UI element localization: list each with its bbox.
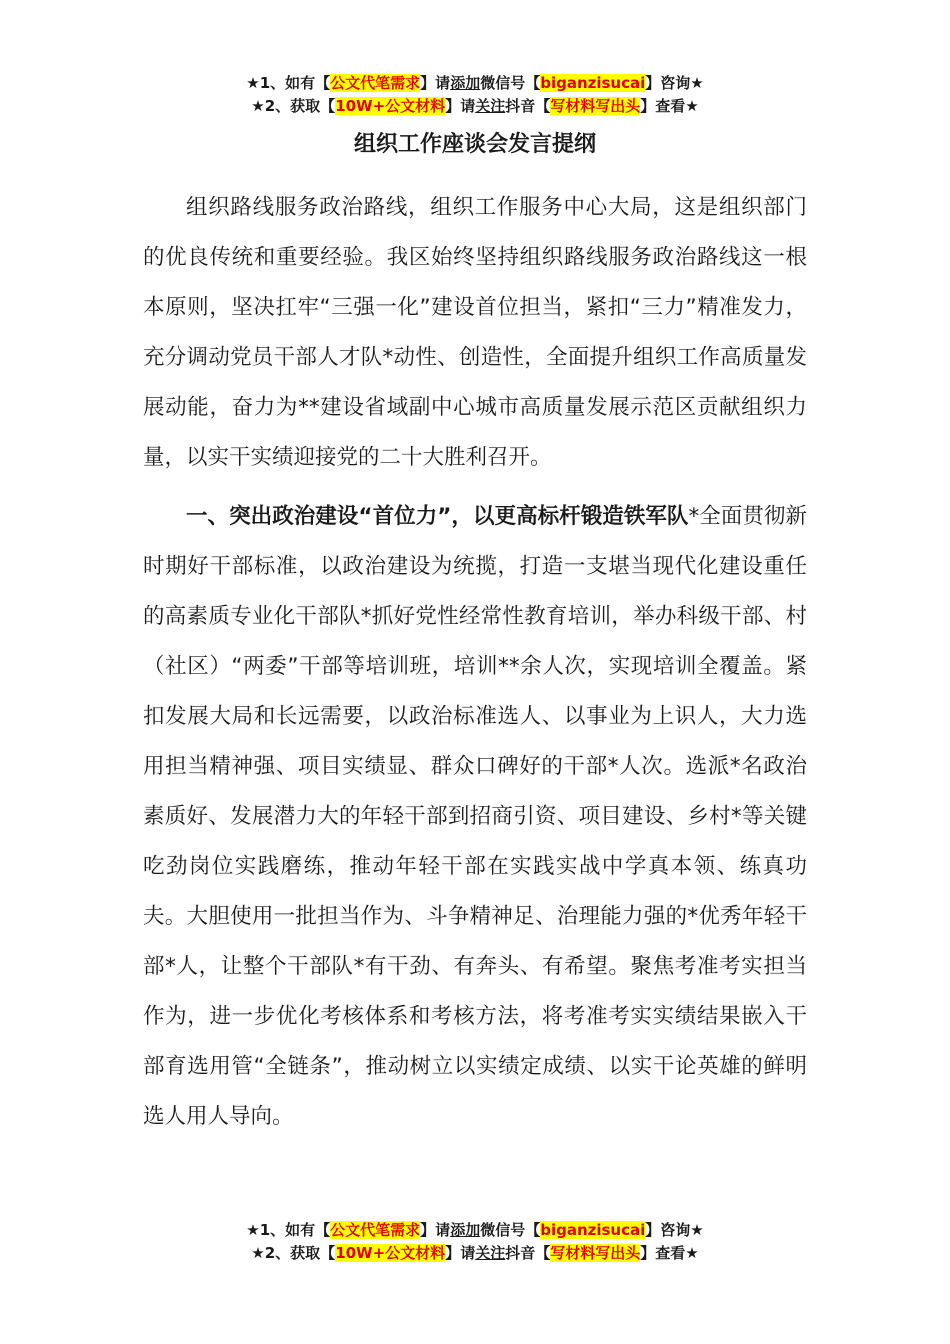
ad-line-1-top xyxy=(0,72,950,94)
ad-text: ★2、获取【 xyxy=(251,1244,336,1262)
ad-text: 抖音【 xyxy=(505,97,551,115)
ad-highlight: 公文代笔需求 xyxy=(330,1221,421,1239)
ad-line-2-bottom xyxy=(0,1242,950,1264)
section-1-heading: 一、突出政治建设“首位力”，以更高标杆锻造铁军队 xyxy=(186,504,689,529)
ad-text: 】查看★ xyxy=(640,97,699,115)
ad-underline: 添加 xyxy=(450,1221,481,1239)
ad-text: 】请 xyxy=(420,74,451,92)
ad-highlight: 写材料写出头 xyxy=(550,1244,641,1262)
ad-line-1-bottom xyxy=(0,1219,950,1241)
ad-text: 】查看★ xyxy=(640,1244,699,1262)
ad-text: ★2、获取【 xyxy=(251,97,336,115)
ad-underline: 添加 xyxy=(450,74,481,92)
ad-text: 微信号【 xyxy=(480,74,541,92)
ad-highlight: 10W+公文材料 xyxy=(335,1244,446,1262)
ad-highlight: 写材料写出头 xyxy=(550,97,641,115)
section-1-paragraph xyxy=(143,492,807,1142)
ad-text: ★1、如有【 xyxy=(246,74,331,92)
ad-text: 微信号【 xyxy=(480,1221,541,1239)
ad-highlight: 10W+公文材料 xyxy=(335,97,446,115)
ad-text: 】咨询★ xyxy=(645,74,704,92)
ad-text: 】请 xyxy=(445,97,476,115)
ad-line-2-top xyxy=(0,95,950,117)
ad-text: 】请 xyxy=(445,1244,476,1262)
intro-paragraph: 组织路线服务政治路线，组织工作服务中心大局，这是组织部门的优良传统和重要经验。我区始终坚持组织路线服务政治路线这一根本原则，坚决扛牢“三强一化”建设首位担当，紧扣“三力”精准发力，充分调动党员干部人才队*动性、创造性，全面提升组织工作高质量发展动能，奋力为**建设省域副中心城市高质量发展示范区贡献组织力量，以实干实绩迎接党的二十大胜利召开。 xyxy=(143,195,807,470)
ad-highlight: biganzisucai xyxy=(540,1221,646,1239)
ad-highlight: biganzisucai xyxy=(540,74,646,92)
ad-text: ★1、如有【 xyxy=(246,1221,331,1239)
ad-text: 抖音【 xyxy=(505,1244,551,1262)
section-1-body: *全面贯彻新时期好干部标准，以政治建设为统揽，打造一支堪当现代化建设重任的高素质专业化干部队*抓好党性经常性教育培训，举办科级干部、村（社区）“两委”干部等培训班，培训**余人次，实现培训全覆盖。紧扣发展大局和长远需要，以政治标准选人、以事业为上识人，大力选用担当精神强、项目实绩显、群众口碑好的干部*人次。选派*名政治素质好、发展潜力大的年轻干部到招商引资、项目建设、乡村*等关键吃劲岗位实践磨练，推动年轻干部在实践实战中学真本领、练真功夫。大胆使用一批担当作为、斗争精神足、治理能力强的*优秀年轻干部*人，让整个干部队*有干劲、有奔头、有希望。聚焦考准考实担当作为，进一步优化考核体系和考核方法，将考准考实实绩结果嵌入干部育选用管“全链条”，推动树立以实绩定成绩、以实干论英雄的鲜明选人用人导向。 xyxy=(143,504,807,1129)
ad-text: 】请 xyxy=(420,1221,451,1239)
ad-text: 】咨询★ xyxy=(645,1221,704,1239)
ad-underline: 关注 xyxy=(475,1244,506,1262)
ad-highlight: 公文代笔需求 xyxy=(330,74,421,92)
document-title: 组织工作座谈会发言提纲 xyxy=(353,132,596,157)
ad-underline: 关注 xyxy=(475,97,506,115)
